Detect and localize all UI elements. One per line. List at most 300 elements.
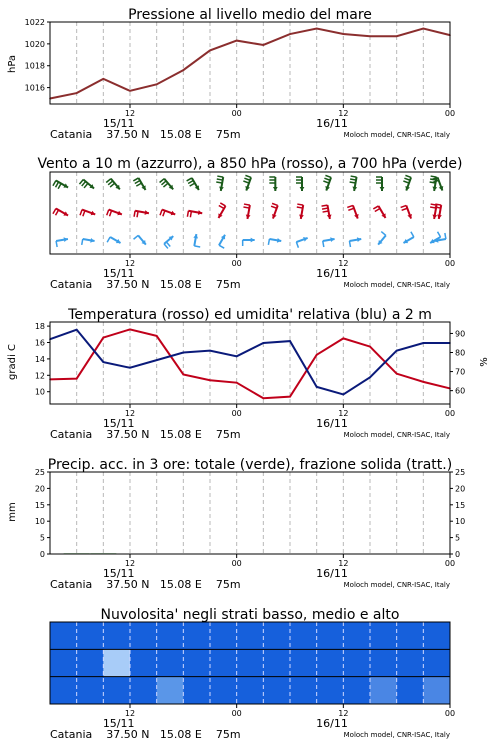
y-right-tick-label: 90 xyxy=(455,329,466,339)
wind-barb-700-hPa xyxy=(269,177,277,191)
cloud-cell xyxy=(343,677,370,704)
y-tick-label: 18 xyxy=(34,322,45,332)
date-label: 16/11 xyxy=(316,417,348,430)
cloud-cell xyxy=(130,677,157,704)
pressure-point xyxy=(129,90,131,92)
wind-barb-feather xyxy=(435,204,441,205)
temperature-point xyxy=(103,337,105,339)
x-tick-label: 12 xyxy=(124,109,136,118)
wind-barb-850-hPa xyxy=(430,204,437,219)
wind-barb-head xyxy=(300,187,305,191)
wind-barb-850-hPa xyxy=(373,206,385,218)
pressure-line xyxy=(50,29,450,99)
wind-barb-head xyxy=(273,187,278,191)
y-right-tick-label: 60 xyxy=(455,386,466,396)
wind-barb-feather xyxy=(58,184,61,189)
humidity-point xyxy=(316,386,318,388)
wind-barb-10-m xyxy=(323,237,335,247)
wind-barb-10-m xyxy=(134,235,146,244)
credit-label: Moloch model, CNR-ISAC, Italy xyxy=(343,431,450,439)
wind-barb-700-hPa xyxy=(243,175,251,190)
wind-barb-feather xyxy=(82,239,83,245)
wind-title: Vento a 10 m (azzurro), a 850 hPa (rosso), a 700 hPa (verde) xyxy=(37,156,463,172)
wind-barb-feather xyxy=(107,210,109,216)
pressure-point xyxy=(423,28,425,30)
wind-barb-850-hPa xyxy=(243,204,250,219)
wind-barb-850-hPa xyxy=(347,205,358,218)
wind-barb-700-hPa xyxy=(79,180,94,189)
wind-barb-feather xyxy=(216,182,222,183)
y-tick-label: 5 xyxy=(39,533,45,543)
wind-barb-feather xyxy=(110,183,115,187)
pressure-point xyxy=(343,33,345,35)
pressure-point xyxy=(369,35,371,37)
temperature-point xyxy=(76,378,78,380)
cloud-cell xyxy=(50,677,77,704)
wind-barb-10-m xyxy=(403,232,413,243)
precip-title: Precip. acc. in 3 ore: totale (verde), frazione solida (tratt.) xyxy=(47,457,453,473)
wind-barb-feather xyxy=(56,182,59,187)
cloud-cell xyxy=(103,649,130,676)
x-tick-label: 12 xyxy=(338,559,349,568)
wind-barb-10-m xyxy=(193,234,200,247)
date-label: 16/11 xyxy=(316,267,348,280)
wind-barb-700-hPa xyxy=(376,177,384,191)
wind-barb-feather xyxy=(133,178,138,181)
wind-barb-feather xyxy=(435,207,441,208)
temperature-point xyxy=(129,329,131,331)
wind-barb-head xyxy=(380,187,385,191)
temperature-point xyxy=(316,354,318,356)
wind-barb-feather xyxy=(56,241,57,247)
wind-barb-10-m xyxy=(243,238,255,246)
precip-panel xyxy=(7,457,465,591)
humidity-point xyxy=(343,394,345,396)
temperature-point xyxy=(343,338,345,340)
wind-barb-10-m xyxy=(82,238,95,245)
location-label: Catania 37.50 N 15.08 E 75m xyxy=(50,428,241,441)
cloud-cell xyxy=(103,677,130,704)
y-right-tick-label: 20 xyxy=(455,484,466,494)
wind-barb-feather xyxy=(244,204,250,205)
wind-barb-700-hPa xyxy=(133,178,145,190)
x-tick-label: 00 xyxy=(444,259,456,268)
cloud-title: Nuvolosita' negli strati basso, medio e alto xyxy=(100,607,400,623)
cloud-panel xyxy=(50,607,455,741)
y-tick-label: 1020 xyxy=(24,39,45,49)
wind-barb-850-hPa xyxy=(271,203,278,218)
wind-barb-700-hPa xyxy=(106,179,120,190)
y-right-tick-label: 80 xyxy=(455,348,466,358)
cloud-cell xyxy=(157,649,184,676)
wind-barb-feather xyxy=(348,208,354,210)
cloud-cell xyxy=(130,622,157,649)
wind-barb-feather xyxy=(188,181,193,184)
temp-rh-title: Temperatura (rosso) ed umidita' relativa (blu) a 2 m xyxy=(68,307,432,323)
wind-barb-feather xyxy=(80,210,82,216)
wind-barb-850-hPa xyxy=(80,210,95,217)
wind-barb-850-hPa xyxy=(134,210,149,217)
date-label: 15/11 xyxy=(102,267,135,280)
cloud-cell xyxy=(103,622,130,649)
wind-barb-feather xyxy=(187,211,188,217)
wind-barb-700-hPa xyxy=(216,176,224,191)
humidity-point xyxy=(103,361,105,363)
panel-frame xyxy=(50,472,450,554)
wind-barb-feather xyxy=(245,175,251,177)
cloud-cell xyxy=(290,649,317,676)
wind-barb-feather xyxy=(56,210,59,215)
x-tick-label: 00 xyxy=(231,709,242,718)
x-tick-label: 00 xyxy=(444,559,456,568)
wind-barb-10-m xyxy=(164,236,173,248)
wind-barb-10-m xyxy=(219,235,225,248)
pressure-title: Pressione al livello medio del mare xyxy=(128,7,372,23)
cloud-cell xyxy=(290,622,317,649)
humidity-point xyxy=(263,342,265,344)
wind-barb-10-m xyxy=(56,237,68,247)
y-right-tick-label: 0 xyxy=(455,550,461,559)
credit-label: Moloch model, CNR-ISAC, Italy xyxy=(343,131,450,139)
cloud-cell xyxy=(290,677,317,704)
cloud-cell xyxy=(423,677,450,704)
temperature-point xyxy=(183,374,185,376)
credit-label: Moloch model, CNR-ISAC, Italy xyxy=(343,731,450,739)
wind-barb-feather xyxy=(438,232,441,237)
wind-barb-feather xyxy=(349,241,350,247)
wind-barb-10-m xyxy=(378,232,386,245)
x-tick-label: 12 xyxy=(338,109,349,118)
cloud-cell xyxy=(50,649,77,676)
x-tick-label: 12 xyxy=(124,259,136,268)
date-label: 15/11 xyxy=(102,567,135,580)
wind-barb-850-hPa xyxy=(401,205,412,218)
pressure-panel xyxy=(7,7,455,141)
wind-barb-feather xyxy=(83,211,85,217)
wind-barb-feather xyxy=(219,206,224,209)
pressure-point xyxy=(236,40,238,42)
x-tick-label: 12 xyxy=(124,709,136,718)
wind-barb-850-hPa xyxy=(297,204,304,219)
wind-barb-700-hPa xyxy=(296,177,304,191)
location-label: Catania 37.50 N 15.08 E 75m xyxy=(50,578,241,591)
wind-barb-feather xyxy=(84,183,88,188)
y-tick-label: 1018 xyxy=(24,61,45,71)
y-tick-label: 10 xyxy=(34,387,45,397)
wind-barb-feather xyxy=(194,246,200,247)
wind-barb-feather xyxy=(164,244,168,249)
cloud-cell xyxy=(77,677,104,704)
wind-barb-feather xyxy=(217,179,223,180)
wind-barb-850-hPa xyxy=(187,210,202,217)
cloud-cell xyxy=(317,677,344,704)
date-label: 15/11 xyxy=(102,717,135,730)
wind-barb-feather xyxy=(136,183,141,186)
cloud-cell xyxy=(183,622,210,649)
wind-barb-feather xyxy=(322,208,328,209)
cloud-cell xyxy=(50,622,77,649)
y-tick-label: 20 xyxy=(34,484,45,494)
wind-barb-700-hPa xyxy=(323,175,331,190)
x-tick-label: 00 xyxy=(444,409,456,418)
temperature-point xyxy=(289,396,291,398)
wind-barb-feather xyxy=(323,181,329,183)
x-tick-label: 00 xyxy=(231,559,242,568)
wind-barb-feather xyxy=(244,178,250,180)
wind-barb-feather xyxy=(381,232,386,236)
wind-barb-700-hPa xyxy=(187,178,199,190)
cloud-cell xyxy=(237,649,264,676)
y-right-tick-label: 25 xyxy=(455,468,466,477)
date-label: 16/11 xyxy=(316,117,348,130)
temp-rh-panel xyxy=(7,307,490,441)
pressure-point xyxy=(156,84,158,86)
wind-barb-feather xyxy=(324,178,330,180)
x-tick-label: 00 xyxy=(231,109,242,118)
wind-barb-feather xyxy=(107,237,110,242)
humidity-point xyxy=(369,377,371,379)
wind-barb-feather xyxy=(350,179,356,180)
humidity-line xyxy=(50,330,450,395)
wind-barb-feather xyxy=(297,207,303,208)
cloud-cell xyxy=(130,649,157,676)
panel-frame xyxy=(50,22,450,104)
location-label: Catania 37.50 N 15.08 E 75m xyxy=(50,728,241,741)
wind-barb-850-hPa xyxy=(322,205,332,219)
humidity-point xyxy=(423,342,425,344)
wind-barb-850-hPa xyxy=(160,210,175,217)
x-tick-label: 00 xyxy=(231,259,242,268)
wind-barb-feather xyxy=(403,181,409,183)
y-right-tick-label: 5 xyxy=(455,533,461,543)
pressure-point xyxy=(76,92,78,94)
x-tick-label: 12 xyxy=(338,709,349,718)
cloud-cell xyxy=(423,622,450,649)
wind-barb-700-hPa xyxy=(403,175,411,190)
humidity-point xyxy=(129,367,131,369)
wind-barb-feather xyxy=(166,242,170,247)
x-tick-label: 00 xyxy=(444,709,456,718)
wind-barb-feather xyxy=(187,178,192,181)
humidity-point xyxy=(209,350,211,352)
y-tick-label: 12 xyxy=(34,371,45,381)
cloud-cell xyxy=(370,649,397,676)
wind-barb-feather xyxy=(53,181,56,186)
humidity-point xyxy=(156,359,158,361)
cloud-cell xyxy=(263,622,290,649)
date-label: 16/11 xyxy=(316,567,348,580)
wind-barb-700-hPa xyxy=(160,179,174,190)
temperature-point xyxy=(156,335,158,337)
cloud-cell xyxy=(183,649,210,676)
y-tick-label: 1016 xyxy=(24,83,45,93)
wind-barb-feather xyxy=(217,176,223,177)
wind-barb-feather xyxy=(137,211,138,217)
wind-barb-feather xyxy=(160,210,162,216)
cloud-cell xyxy=(423,649,450,676)
wind-barb-feather xyxy=(219,245,224,248)
cloud-cell xyxy=(157,622,184,649)
wind-barb-feather xyxy=(350,182,356,183)
cloud-cell xyxy=(397,677,424,704)
credit-label: Moloch model, CNR-ISAC, Italy xyxy=(343,281,450,289)
wind-barb-feather xyxy=(411,232,414,237)
wind-barb-feather xyxy=(351,176,357,177)
credit-label: Moloch model, CNR-ISAC, Italy xyxy=(343,581,450,589)
pressure-ylabel: hPa xyxy=(7,54,18,74)
wind-barb-feather xyxy=(190,183,195,186)
wind-barb-feather xyxy=(272,203,278,205)
cloud-cell xyxy=(77,649,104,676)
wind-barb-feather xyxy=(134,211,135,217)
wind-barb-feather xyxy=(322,205,328,206)
wind-barb-feather xyxy=(108,181,113,185)
wind-barb-feather xyxy=(445,233,446,239)
date-label: 15/11 xyxy=(102,417,135,430)
wind-barb-10-m xyxy=(349,237,361,247)
location-label: Catania 37.50 N 15.08 E 75m xyxy=(50,128,241,141)
cloud-cell xyxy=(237,677,264,704)
wind-barb-feather xyxy=(402,208,408,210)
temperature-point xyxy=(236,382,238,384)
y-right-tick-label: 70 xyxy=(455,367,466,377)
cloud-cell xyxy=(317,622,344,649)
wind-barb-feather xyxy=(110,211,112,217)
wind-barb-feather xyxy=(296,242,298,248)
cloud-cell xyxy=(343,649,370,676)
wind-barb-feather xyxy=(160,179,165,183)
date-label: 16/11 xyxy=(316,717,348,730)
pressure-point xyxy=(289,33,291,35)
wind-barb-feather xyxy=(433,180,439,182)
pressure-point xyxy=(183,69,185,71)
wind-barb-feather xyxy=(323,211,329,212)
humidity-point xyxy=(396,350,398,352)
temperature-point xyxy=(209,379,211,381)
wind-barb-feather xyxy=(82,181,86,186)
pressure-point xyxy=(263,44,265,46)
wind-barb-feather xyxy=(323,241,324,247)
wind-barb-10-m xyxy=(296,237,307,248)
wind-barb-feather xyxy=(373,206,378,209)
y-tick-label: 25 xyxy=(34,468,45,477)
wind-barb-850-hPa xyxy=(218,203,225,218)
wind-barb-head xyxy=(251,238,255,243)
date-label: 15/11 xyxy=(102,117,135,130)
precip-ylabel: mm xyxy=(7,502,18,522)
cloud-cell xyxy=(397,649,424,676)
humidity-point xyxy=(183,352,185,354)
cloud-cells xyxy=(50,622,451,704)
cloud-cell xyxy=(77,622,104,649)
x-tick-label: 12 xyxy=(338,409,349,418)
wind-barb-feather xyxy=(405,175,411,177)
wind-barb-feather xyxy=(297,204,303,205)
temperature-point xyxy=(263,397,265,399)
wind-barb-feather xyxy=(79,180,83,185)
x-tick-label: 12 xyxy=(124,559,136,568)
wind-panel xyxy=(37,156,462,291)
pressure-point xyxy=(209,50,211,52)
wind-barb-feather xyxy=(220,203,225,206)
x-tick-label: 00 xyxy=(231,409,242,418)
wind-barb-feather xyxy=(243,207,249,208)
wind-barb-850-hPa xyxy=(53,209,68,216)
cloud-cell xyxy=(210,649,237,676)
y-tick-label: 0 xyxy=(39,550,45,559)
y-tick-label: 14 xyxy=(34,354,45,364)
wind-barb-feather xyxy=(271,206,277,208)
humidity-point xyxy=(76,329,78,331)
wind-barb-feather xyxy=(325,175,331,177)
cloud-cell xyxy=(263,649,290,676)
wind-barb-10-m xyxy=(107,237,120,243)
wind-barb-feather xyxy=(404,178,410,180)
cloud-cell xyxy=(183,677,210,704)
temp-ylabel: gradi C xyxy=(7,344,18,380)
wind-barb-feather xyxy=(134,235,139,239)
cloud-cell xyxy=(210,622,237,649)
cloud-cell xyxy=(343,622,370,649)
wind-barb-700-hPa xyxy=(53,181,68,189)
cloud-cell xyxy=(397,622,424,649)
y-tick-label: 15 xyxy=(34,500,45,510)
cloud-cell xyxy=(370,622,397,649)
wind-barb-850-hPa xyxy=(107,210,122,217)
wind-barb-feather xyxy=(161,181,166,185)
y-right-tick-label: 15 xyxy=(455,500,466,510)
cloud-cell xyxy=(370,677,397,704)
y-tick-label: 16 xyxy=(34,338,45,348)
cloud-cell xyxy=(157,677,184,704)
wind-barb-feather xyxy=(135,181,140,184)
y-right-tick-label: 10 xyxy=(455,517,466,527)
cloud-cell xyxy=(263,677,290,704)
humidity-point xyxy=(289,340,291,342)
wind-barb-feather xyxy=(53,209,56,214)
pressure-point xyxy=(396,35,398,37)
y-tick-label: 10 xyxy=(34,517,45,527)
cloud-cell xyxy=(210,677,237,704)
wind-barb-feather xyxy=(401,205,407,207)
wind-barb-feather xyxy=(163,211,165,217)
cloud-cell xyxy=(237,622,264,649)
location-label: Catania 37.50 N 15.08 E 75m xyxy=(50,278,241,291)
x-tick-label: 12 xyxy=(338,259,349,268)
cloud-cell xyxy=(317,649,344,676)
wind-barb-feather xyxy=(347,205,353,207)
rh-ylabel: % xyxy=(479,357,490,367)
wind-barb-700-hPa xyxy=(350,176,358,191)
wind-barb-feather xyxy=(375,209,380,212)
wind-barb-10-m xyxy=(268,238,281,245)
wind-barb-feather xyxy=(190,211,191,217)
wind-barb-feather xyxy=(268,239,269,245)
wind-barb-feather xyxy=(163,183,168,187)
temperature-point xyxy=(369,346,371,348)
wind-barb-feather xyxy=(431,176,437,177)
x-tick-label: 12 xyxy=(124,409,136,418)
pressure-point xyxy=(103,78,105,80)
y-tick-label: 1022 xyxy=(24,18,45,27)
pressure-point xyxy=(316,28,318,30)
temperature-point xyxy=(396,373,398,375)
wind-barb-feather xyxy=(106,179,111,183)
wind-barb-feather xyxy=(243,181,249,183)
x-tick-label: 00 xyxy=(444,109,456,118)
temperature-point xyxy=(423,381,425,383)
humidity-point xyxy=(236,356,238,358)
